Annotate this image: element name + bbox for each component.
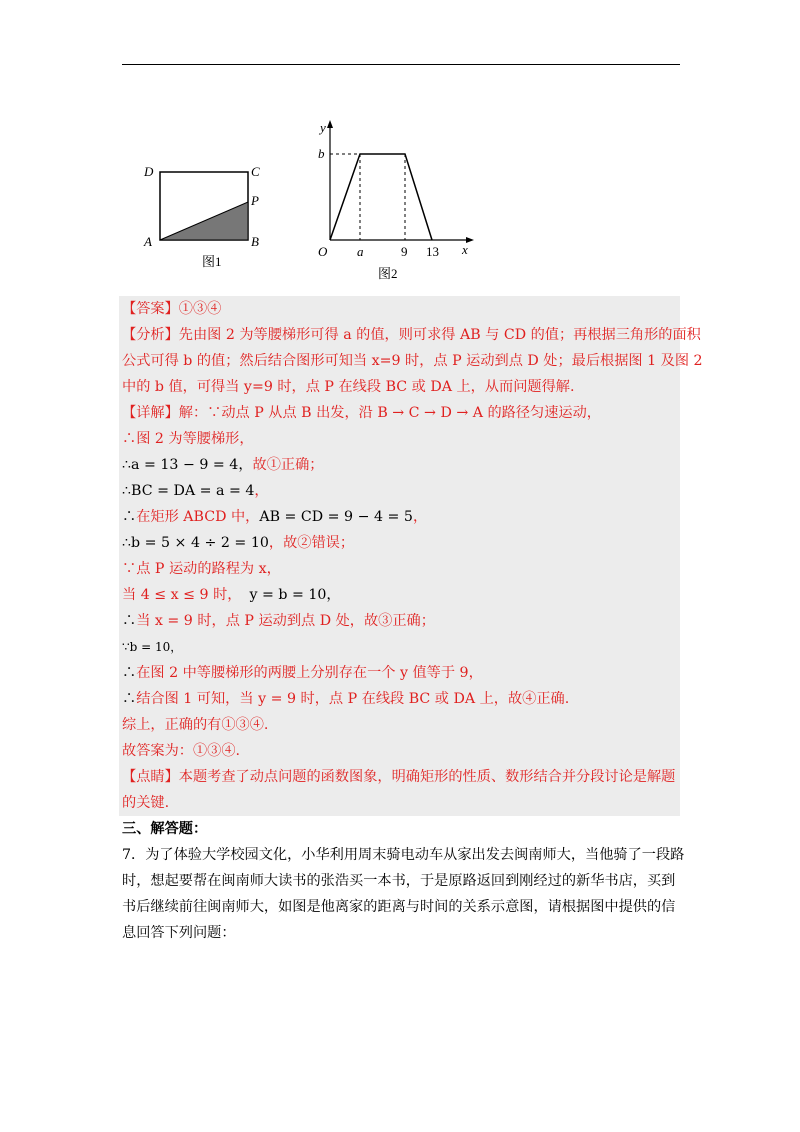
figure1-caption: 图1 [202, 254, 222, 269]
axis-y-label: y [320, 120, 326, 135]
answer-line [122, 298, 221, 320]
step-7: 当 4 ≤ x ≤ 9 时， y = b = 10， [122, 587, 341, 603]
analysis-line-3: 中的 b 值，可得当 y=9 时，点 P 在线段 BC 或 DA 上，从而问题得解. [122, 379, 575, 395]
step-8: ∴当 x = 9 时，点 P 运动到点 D 处，故③正确； [122, 613, 435, 629]
detail-tag: 【详解】 [122, 405, 179, 421]
b-label: b [318, 146, 325, 161]
section-title: 三、解答题： [122, 821, 208, 837]
a-label: a [357, 244, 364, 259]
q7-line-2: 时，想起要帮在闽南师大读书的张浩买一本书，于是原路返回到刚经过的新华书店，买到 [122, 873, 676, 889]
step-4: ∴在矩形 ABCD 中，AB = CD = 9 − 4 = 5， [122, 509, 428, 525]
header-rule [122, 64, 680, 65]
comment-line-2: 的关键. [122, 795, 170, 811]
comment-tag: 【点睛】 [122, 769, 179, 785]
solution-panel [119, 296, 680, 816]
analysis-tag: 【分析】 [122, 327, 179, 343]
analysis-line-2: 公式可得 b 的值；然后结合图形可知当 x=9 时，点 P 运动到点 D 处；最后根据图 1 及图 2 [122, 353, 703, 369]
label-B: B [251, 234, 259, 249]
step-11: ∴结合图 1 可知，当 y = 9 时，点 P 在线段 BC 或 DA 上，故④正确. [122, 691, 570, 707]
step-2: ∴a = 13 − 9 = 4，故①正确； [122, 457, 324, 473]
analysis-line-1: 【分析】先由图 2 为等腰梯形可得 a 的值，则可求得 AB 与 CD 的值；再根据三角形的面积 [122, 327, 701, 343]
shaded-triangle [160, 202, 248, 240]
step-13: 故答案为：①③④. [122, 743, 241, 759]
q7-line-3: 书后继续前往闽南师大，如图是他离家的距离与时间的关系示意图，请根据图中提供的信 [122, 899, 676, 915]
figure1-rectangle [140, 160, 270, 275]
label-D: D [144, 164, 154, 179]
axis-x-label: x [462, 242, 468, 257]
step-10: ∴在图 2 中等腰梯形的两腰上分别存在一个 y 值等于 9， [122, 665, 483, 681]
origin-label: O [318, 244, 328, 259]
answer-tag: 【答案】 [122, 301, 179, 317]
step-3: ∴BC = DA = a = 4， [122, 483, 269, 499]
y-arrow [327, 120, 333, 128]
q7-line-1: 7．为了体验大学校园文化，小华利用周末骑电动车从家出发去闽南师大，当他骑了一段路 [122, 847, 685, 863]
trapezoid-curve [330, 154, 432, 240]
step-9: ∵b = 10， [122, 640, 183, 654]
step-6: ∵点 P 运动的路程为 x， [122, 561, 281, 577]
detail-line-1: 【详解】解：∵动点 P 从点 B 出发，沿 B → C → D → A 的路径匀速运动， [122, 405, 601, 421]
tick-13: 13 [426, 244, 439, 259]
label-C: C [251, 164, 260, 179]
label-P: P [251, 193, 259, 208]
figure2-caption: 图2 [378, 266, 398, 281]
tick-9: 9 [401, 244, 408, 259]
answer-text: ①③④ [178, 301, 222, 317]
figure2-graph [312, 118, 482, 286]
q7-line-4: 息回答下列问题： [122, 925, 236, 941]
comment-line-1: 【点睛】本题考查了动点问题的函数图象，明确矩形的性质、数形结合并分段讨论是解题 [122, 769, 676, 785]
label-A: A [144, 234, 152, 249]
step-12: 综上，正确的有①③④. [122, 717, 269, 733]
step-1: ∴图 2 为等腰梯形， [122, 431, 254, 447]
step-5: ∴b = 5 × 4 ÷ 2 = 10，故②错误； [122, 535, 355, 551]
